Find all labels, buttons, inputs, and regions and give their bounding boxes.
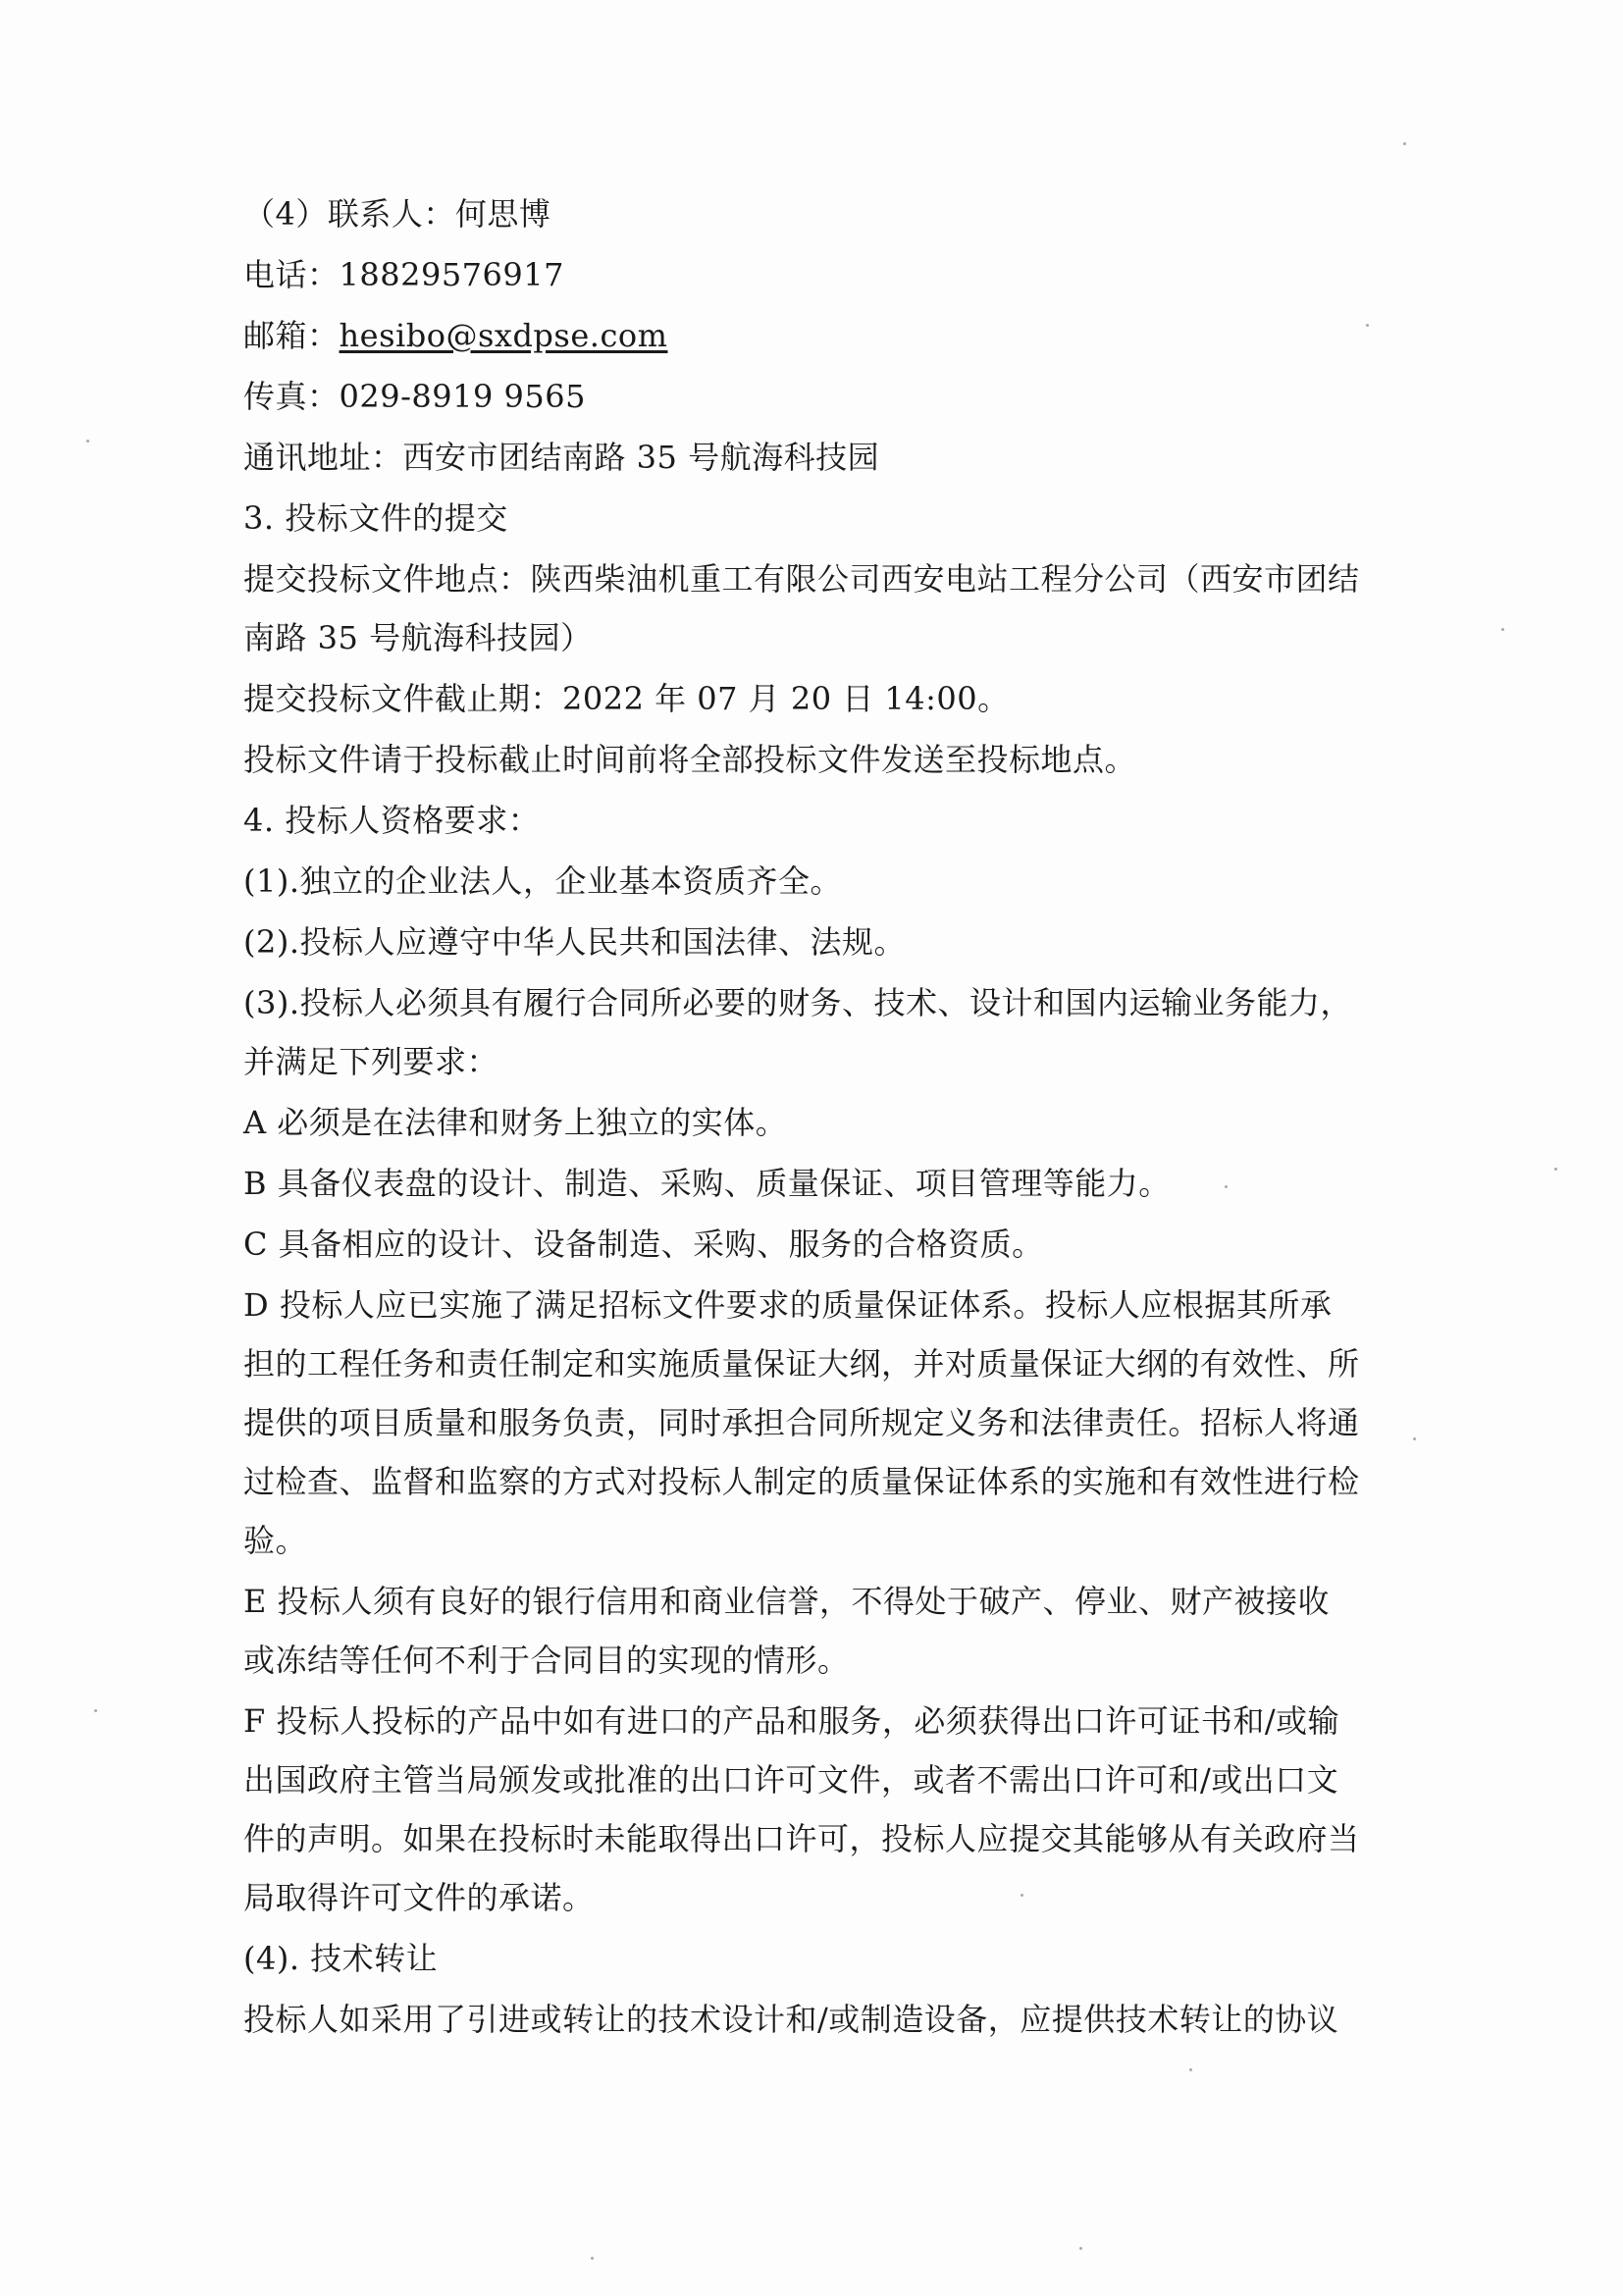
requirement-item-3-line-1: (3).投标人必须具有履行合同所必要的财务、技术、设计和国内运输业务能力， (243, 984, 1353, 1021)
requirement-f-line-2: 出国政府主管当局颁发或批准的出口许可文件，或者不需出口许可和/或出口文 (243, 1761, 1339, 1799)
email-link[interactable]: hesibo@sxdpse.com (339, 317, 668, 354)
contact-fax: 传真：029-8919 9565 (243, 378, 586, 415)
scan-speck (1403, 142, 1406, 145)
email-label: 邮箱： (243, 317, 340, 354)
requirement-d-line-1: D 投标人应已实施了满足招标文件要求的质量保证体系。投标人应根据其所承 (243, 1286, 1333, 1324)
scan-speck (1366, 324, 1369, 327)
section-3-heading: 3. 投标文件的提交 (243, 499, 508, 537)
requirement-f-line-1: F 投标人投标的产品中如有进口的产品和服务，必须获得出口许可证书和/或输 (243, 1702, 1340, 1740)
scan-speck (1554, 1168, 1557, 1171)
scan-speck (1079, 2247, 1082, 2250)
requirement-d-line-4: 过检查、监督和监察的方式对投标人制定的质量保证体系的实施和有效性进行检 (243, 1463, 1360, 1500)
scan-speck (591, 2257, 594, 2260)
requirement-e-line-1: E 投标人须有良好的银行信用和商业信誉，不得处于破产、停业、财产被接收 (243, 1583, 1331, 1620)
contact-email (243, 316, 667, 355)
contact-address: 通讯地址：西安市团结南路 35 号航海科技园 (243, 439, 880, 476)
requirement-d-line-3: 提供的项目质量和服务负责，同时承担合同所规定义务和法律责任。招标人将通 (243, 1404, 1360, 1441)
requirement-d-line-2: 担的工程任务和责任制定和实施质量保证大纲，并对质量保证大纲的有效性、所 (243, 1345, 1360, 1383)
requirement-f-line-4: 局取得许可文件的承诺。 (243, 1879, 595, 1916)
contact-phone (243, 255, 564, 294)
scan-speck (1189, 2068, 1192, 2071)
scan-speck (86, 440, 89, 443)
requirement-e-line-2: 或冻结等任何不利于合同目的实现的情形。 (243, 1642, 850, 1679)
scan-speck (1501, 628, 1504, 631)
requirement-f-line-3: 件的声明。如果在投标时未能取得出口许可，投标人应提交其能够从有关政府当 (243, 1820, 1360, 1857)
scan-speck (1225, 1185, 1228, 1188)
submission-location-line-2: 南路 35 号航海科技园） (243, 619, 593, 656)
requirement-d-line-5: 验。 (243, 1522, 308, 1559)
section-4-heading: 4. 投标人资格要求： (243, 802, 541, 839)
contact-person: （4）联系人：何思博 (243, 195, 551, 233)
phone-number: 18829576917 (339, 256, 564, 293)
submission-note: 投标文件请于投标截止时间前将全部投标文件发送至投标地点。 (243, 741, 1137, 778)
scan-speck (1413, 1437, 1416, 1440)
submission-deadline: 提交投标文件截止期：2022 年 07 月 20 日 14:00。 (243, 680, 1010, 717)
requirement-item-1: (1).独立的企业法人，企业基本资质齐全。 (243, 862, 843, 900)
submission-location-line-1: 提交投标文件地点：陕西柴油机重工有限公司西安电站工程分公司（西安市团结 (243, 560, 1360, 598)
requirement-item-4-heading: (4). 技术转让 (243, 1940, 439, 1977)
requirement-item-2: (2).投标人应遵守中华人民共和国法律、法规。 (243, 923, 907, 961)
requirement-a: A 必须是在法律和财务上独立的实体。 (243, 1104, 788, 1141)
scan-speck (94, 1709, 97, 1712)
requirement-c: C 具备相应的设计、设备制造、采购、服务的合格资质。 (243, 1226, 1044, 1263)
requirement-item-4-line-1: 投标人如采用了引进或转让的技术设计和/或制造设备，应提供技术转让的协议 (243, 2001, 1339, 2038)
phone-label: 电话： (243, 256, 340, 293)
requirement-item-3-line-2: 并满足下列要求： (243, 1043, 499, 1080)
scan-speck (1021, 1894, 1023, 1897)
requirement-b: B 具备仪表盘的设计、制造、采购、质量保证、项目管理等能力。 (243, 1165, 1171, 1202)
